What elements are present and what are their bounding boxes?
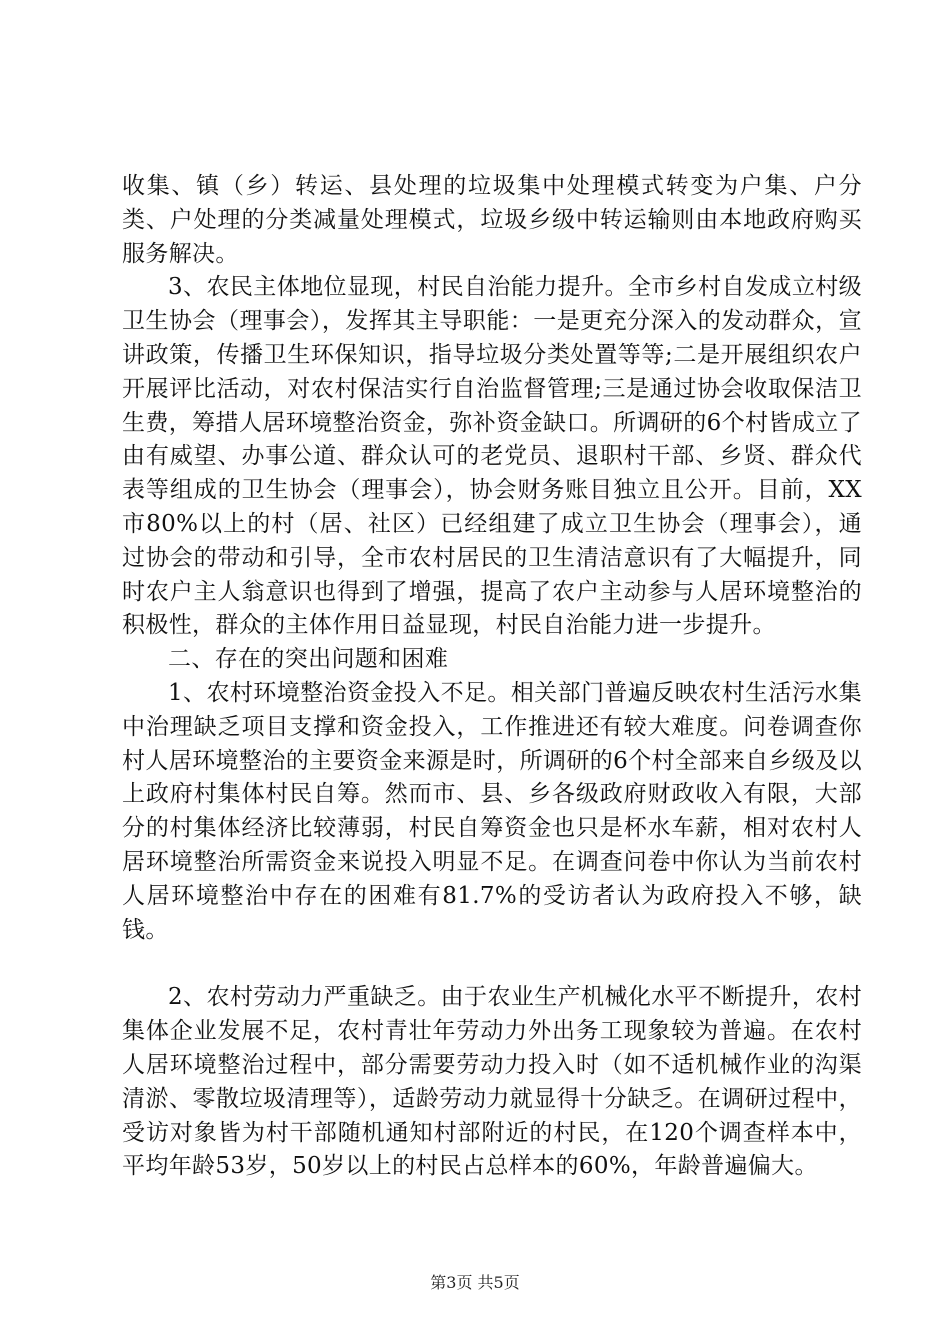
paragraph-funding-shortage: 1、农村环境整治资金投入不足。相关部门普遍反映农村生活污水集中治理缺乏项目支撑和资金投入，工作推进还有较大难度。问卷调查你村人居环境整治的主要资金来源是时，所调研的6个村全部来自乡级及以上政府村集体村民自筹。然而市、县、乡各级政府财政收入有限，大部分的村集体经济比较薄弱，村民自筹资金也只是杯水车薪，相对农村人居环境整治所需资金来说投入明显不足。在调查问卷中你认为当前农村人居环境整治中存在的困难有81.7%的受访者认为政府投入不够，缺钱。	[122, 679, 862, 943]
paragraph-continuation: 收集、镇（乡）转运、县处理的垃圾集中处理模式转变为户集、户分类、户处理的分类减量处理模式，垃圾乡级中转运输则由本地政府购买服务解决。	[122, 173, 862, 267]
page-footer: 第3页 共5页	[430, 1273, 520, 1292]
section-heading-problems: 二、存在的突出问题和困难	[168, 646, 449, 673]
paragraph-villager-autonomy: 3、农民主体地位显现，村民自治能力提升。全市乡村自发成立村级卫生协会（理事会），发挥其主导职能：一是更充分深入的发动群众，宣讲政策，传播卫生环保知识，指导垃圾分类处置等等;二是开展组织农户开展评比活动，对农村保洁实行自治监督管理;三是通过协会收取保洁卫生费，筹措人居环境整治资金，弥补资金缺口。所调研的6个村皆成立了由有威望、办事公道、群众认可的老党员、退职村干部、乡贤、群众代表等组成的卫生协会（理事会），协会财务账目独立且公开。目前，XX市80%以上的村（居、社区）已经组建了成立卫生协会（理事会），通过协会的带动和引导，全市农村居民的卫生清洁意识有了大幅提升，同时农户主人翁意识也得到了增强，提高了农户主动参与人居环境整治的积极性，群众的主体作用日益显现，村民自治能力进一步提升。	[122, 274, 862, 639]
document-body	[122, 170, 862, 1184]
paragraph-labor-shortage: 2、农村劳动力严重缺乏。由于农业生产机械化水平不断提升，农村集体企业发展不足，农村青壮年劳动力外出务工现象较为普遍。在农村人居环境整治过程中，部分需要劳动力投入时（如不适机械作业的沟渠清淤、零散垃圾清理等），适龄劳动力就显得十分缺乏。在调研过程中，受访对象皆为村干部随机通知村部附近的村民，在120个调查样本中，平均年龄53岁，50岁以上的村民占总样本的60%，年龄普遍偏大。	[122, 984, 862, 1180]
paragraph-gap	[122, 947, 862, 981]
